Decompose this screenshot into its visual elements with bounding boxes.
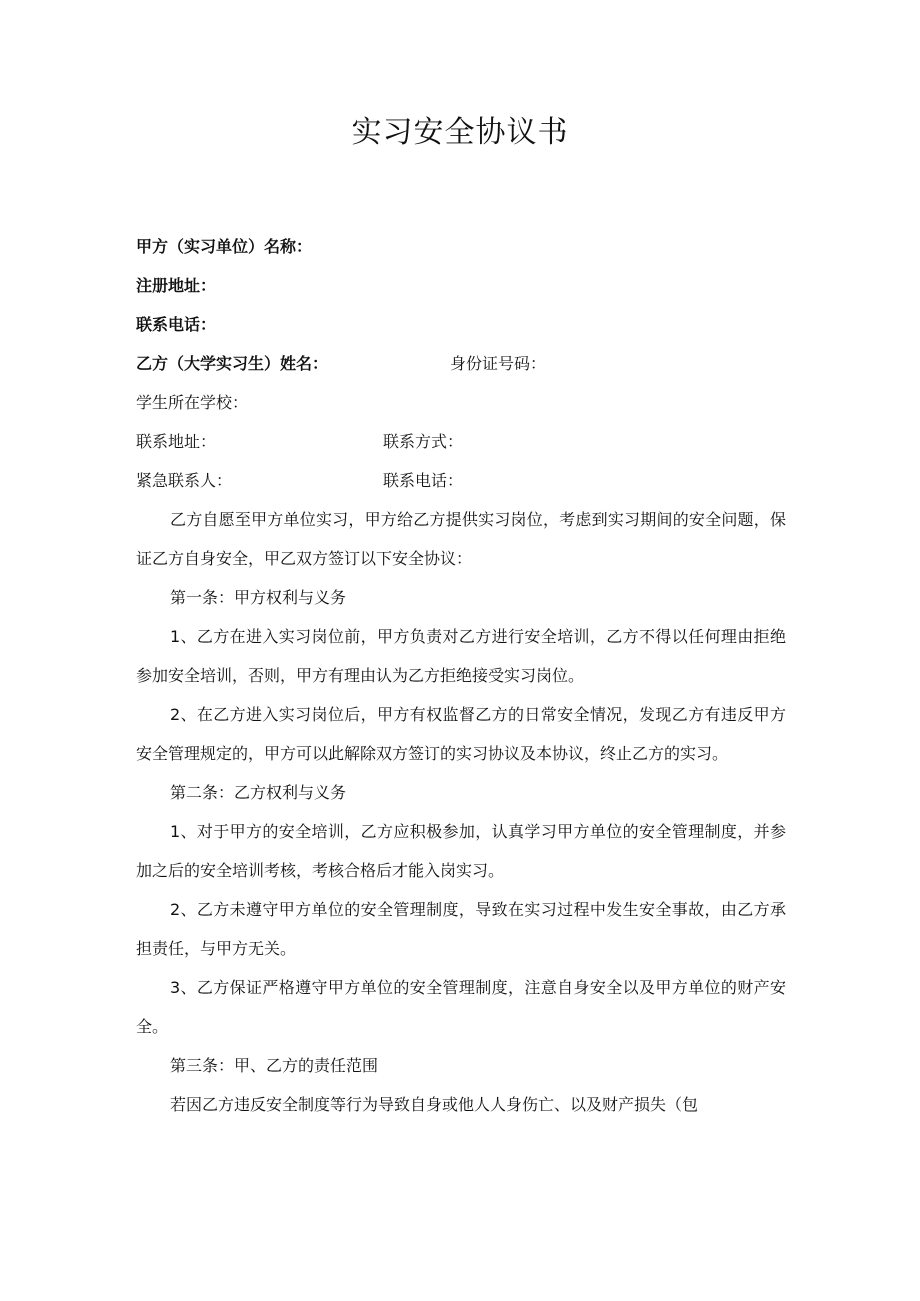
- article2-item3: 3、乙方保证严格遵守甲方单位的安全管理制度，注意自身安全以及甲方单位的财产安全。: [136, 978, 786, 1036]
- party-b-address-label: 联系地址：: [136, 432, 217, 451]
- party-a-phone-label: 联系电话：: [136, 315, 217, 334]
- party-b-contact-label: 联系方式：: [383, 432, 464, 451]
- party-b-name-label: 乙方（大学实习生）姓名：: [136, 354, 329, 373]
- party-a-address-label: 注册地址：: [136, 276, 217, 295]
- document-title: 实习安全协议书: [351, 115, 569, 150]
- article2-heading: 第二条：乙方权利与义务: [170, 783, 347, 802]
- article3-heading: 第三条：甲、乙方的责任范围: [170, 1056, 379, 1075]
- party-b-id-label: 身份证号码：: [450, 354, 547, 373]
- article2-item1: 1、对于甲方的安全培训，乙方应积极参加，认真学习甲方单位的安全管理制度，并参加之后的安全培训考核，考核合格后才能入岗实习。: [136, 822, 786, 880]
- emergency-phone-label: 联系电话：: [383, 471, 464, 490]
- article1-item2: 2、在乙方进入实习岗位后，甲方有权监督乙方的日常安全情况，发现乙方有违反甲方安全管理规定的，甲方可以此解除双方签订的实习协议及本协议，终止乙方的实习。: [136, 705, 786, 763]
- party-a-name-label: 甲方（实习单位）名称：: [136, 237, 313, 256]
- article1-heading: 第一条：甲方权利与义务: [170, 588, 347, 607]
- emergency-contact-label: 紧急联系人：: [136, 471, 233, 490]
- article2-item2: 2、乙方未遵守甲方单位的安全管理制度，导致在实习过程中发生安全事故，由乙方承担责任，与甲方无关。: [136, 900, 786, 958]
- intro-paragraph: 乙方自愿至甲方单位实习，甲方给乙方提供实习岗位，考虑到实习期间的安全问题，保证乙方自身安全，甲乙双方签订以下安全协议：: [136, 510, 786, 568]
- article3-item1: 若因乙方违反安全制度等行为导致自身或他人人身伤亡、以及财产损失（包: [170, 1095, 699, 1114]
- article1-item1: 1、乙方在进入实习岗位前，甲方负责对乙方进行安全培训，乙方不得以任何理由拒绝参加安全培训，否则，甲方有理由认为乙方拒绝接受实习岗位。: [136, 627, 786, 685]
- party-b-school-label: 学生所在学校：: [136, 393, 249, 412]
